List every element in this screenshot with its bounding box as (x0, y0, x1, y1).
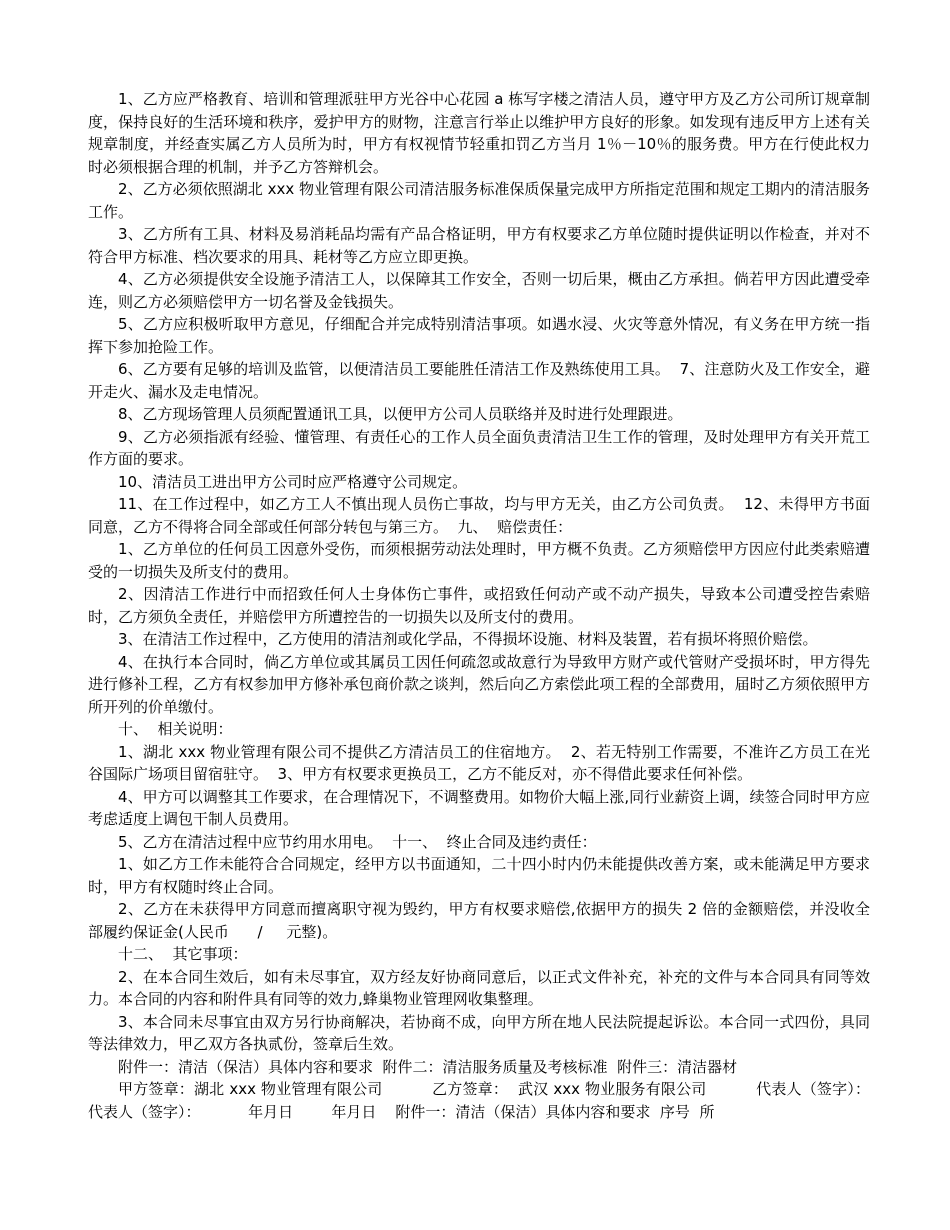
section-heading: 十、 相关说明： (118, 720, 233, 738)
clause-paragraph: 3、本合同未尽事宜由双方另行协商解决，若协商不成，向甲方所在地人民法院提起诉讼。本合同一式四份，具同等法律效力，甲乙双方各执贰份，签章后生效。 (88, 1012, 870, 1053)
clause-paragraph: 4、在执行本合同时，倘乙方单位或其属员工因任何疏忽或故意行为导致甲方财产或代管财产受损坏时，甲方得先进行修补工程，乙方有权参加甲方修补承包商价款之谈判，然后向乙方索偿此项工程的全部费用，届时乙方须依照甲方所开列的价单缴付。 (88, 652, 870, 716)
clause-paragraph: 2、在本合同生效后，如有未尽事宜，双方经友好协商同意后，以正式文件补充，补充的文件与本合同具有同等效力。本合同的内容和附件具有同等的效力,蜂巢物业管理网收集整理。 (88, 967, 870, 1008)
clause-paragraph: 3、在清洁工作过程中，乙方使用的清洁剂或化学品，不得损坏设施、材料及装置，若有损坏将照价赔偿。 (118, 630, 818, 648)
clause-paragraph: 8、乙方现场管理人员须配置通讯工具，以便甲方公司人员联络并及时进行处理跟进。 (118, 405, 683, 423)
clause-paragraph: 1、湖北 xxx 物业管理有限公司不提供乙方清洁员工的住宿地方。 2、若无特别工作需要，不准许乙方员工在光谷国际广场项目留宿驻守。 3、甲方有权要求更换员工，乙方不能反对，亦不得借此要求任何补偿。 (88, 742, 870, 783)
clause-paragraph: 2、乙方在未获得甲方同意而擅离职守视为毁约，甲方有权要求赔偿,依据甲方的损失 2 倍的金额赔偿，并没收全部履约保证金(人民币 / 元整)。 (88, 900, 870, 941)
clause-paragraph: 5、乙方在清洁过程中应节约用水用电。 十一、 终止合同及违约责任： (118, 832, 597, 851)
clause-paragraph: 5、乙方应积极听取甲方意见，仔细配合并完成特别清洁事项。如遇水浸、火灾等意外情况，有义务在甲方统一指挥下参加抢险工作。 (88, 315, 870, 356)
clause-paragraph: 1、乙方应严格教育、培训和管理派驻甲方光谷中心花园 a 栋写字楼之清洁人员，遵守甲方及乙方公司所订规章制度，保持良好的生活环境和秩序，爱护甲方的财物，注意言行举止以维护甲方良好的形象。如发现有违反甲方上述有关规章制度，并经查实属乙方人员所为时，甲方有权视情节轻重扣罚乙方当月 1％－10％的服务费。甲方在行使此权力时必须根据合理的机制，并予乙方答辩机会。 (88, 90, 870, 176)
clause-paragraph: 4、甲方可以调整其工作要求，在合理情况下，不调整费用。如物价大幅上涨,同行业薪资上调，续签合同时甲方应考虑适度上调包干制人员费用。 (88, 787, 870, 828)
clause-paragraph: 10、清洁员工进出甲方公司时应严格遵守公司规定。 (118, 472, 468, 491)
clause-paragraph: 9、乙方必须指派有经验、懂管理、有责任心的工作人员全面负责清洁卫生工作的管理，及时处理甲方有关开荒工作方面的要求。 (88, 427, 870, 468)
clause-paragraph: 2、乙方必须依照湖北 xxx 物业管理有限公司清洁服务标准保质保量完成甲方所指定范围和规定工期内的清洁服务工作。 (88, 180, 870, 221)
clause-paragraph: 1、乙方单位的任何员工因意外受伤，而须根据劳动法处理时，甲方概不负责。乙方须赔偿甲方因应付此类索赔遭受的一切损失及所支付的费用。 (88, 540, 870, 581)
attachments-line: 附件一：清洁（保洁）具体内容和要求 附件二：清洁服务质量及考核标准 附件三：清洁器材 (118, 1057, 738, 1076)
clause-paragraph: 2、因清洁工作进行中而招致任何人士身体伤亡事件，或招致任何动产或不动产损失，导致本公司遭受控告索赔时，乙方须负全责任，并赔偿甲方所遭控告的一切损失以及所支付的费用。 (88, 585, 870, 626)
clause-paragraph: 11、在工作过程中，如乙方工人不慎出现人员伤亡事故，均与甲方无关，由乙方公司负责。 12、未得甲方书面同意，乙方不得将合同全部或任何部分转包与第三方。 九、 赔偿责任： (88, 495, 870, 536)
clause-paragraph: 6、乙方要有足够的培训及监管，以便清洁员工要能胜任清洁工作及熟练使用工具。 7、注意防火及工作安全，避开走火、漏水及走电情况。 (88, 360, 870, 401)
clause-paragraph: 4、乙方必须提供安全设施予清洁工人，以保障其工作安全，否则一切后果，概由乙方承担。倘若甲方因此遭受牵连，则乙方必须赔偿甲方一切名誉及金钱损失。 (88, 270, 870, 311)
clause-paragraph: 1、如乙方工作未能符合合同规定，经甲方以书面通知，二十四小时内仍未能提供改善方案，或未能满足甲方要求时，甲方有权随时终止合同。 (88, 855, 870, 896)
section-heading: 十二、 其它事项： (118, 945, 248, 963)
signature-block: 甲方签章：湖北 xxx 物业管理有限公司 乙方签章： 武汉 xxx 物业服务有限公司 代表人（签字）： 代表人（签字）： 年月日 年月日 附件一：清洁（保洁）具体内容和要求 序号 所 (88, 1080, 909, 1121)
clause-paragraph: 3、乙方所有工具、材料及易消耗品均需有产品合格证明，甲方有权要求乙方单位随时提供证明以作检查，并对不符合甲方标准、档次要求的用具、耗材等乙方应立即更换。 (88, 225, 870, 266)
